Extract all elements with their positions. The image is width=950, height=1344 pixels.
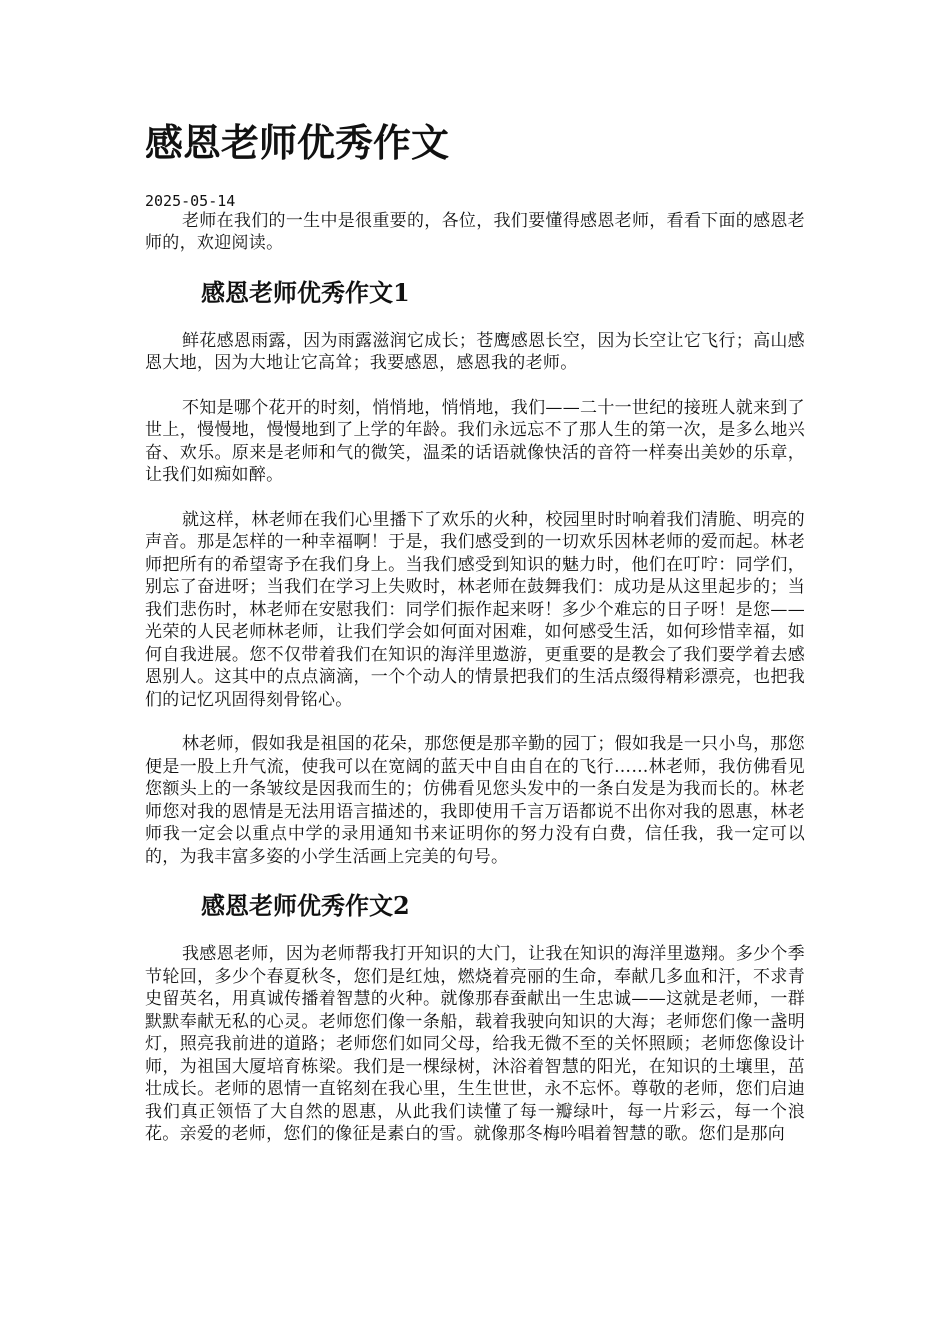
section-1 bbox=[145, 277, 805, 869]
document-page bbox=[145, 110, 805, 1168]
section-heading: 感恩老师优秀作文1 bbox=[201, 277, 410, 307]
publish-date: 2025-05-14 bbox=[145, 191, 236, 210]
section-2 bbox=[145, 890, 805, 1146]
body-paragraph: 不知是哪个花开的时刻，悄悄地，悄悄地，我们——二十一世纪的接班人就来到了世上，慢慢地，慢慢地到了上学的年龄。我们永远忘不了那人生的第一次，是多么地兴奋、欢乐。原来是老师和气的微笑，温柔的话语就像快活的音符一样奏出美妙的乐章，让我们如痴如醉。 bbox=[145, 397, 805, 486]
body-paragraph: 我感恩老师，因为老师帮我打开知识的大门，让我在知识的海洋里遨翔。多少个季节轮回，多少个春夏秋冬，您们是红烛，燃烧着亮丽的生命，奉献几多血和汗，不求青史留英名，用真诚传播着智慧的火种。就像那春蚕献出一生忠诚——这就是老师，一群默默奉献无私的心灵。老师您们像一条船，载着我驶向知识的大海；老师您们像一盏明灯，照亮我前进的道路；老师您们如同父母，给我无微不至的关怀照顾；老师您像设计师，为祖国大厦培育栋梁。我们是一棵绿树，沐浴着智慧的阳光，在知识的土壤里，茁壮成长。老师的恩情一直铭刻在我心里，生生世世，永不忘怀。尊敬的老师，您们启迪我们真正领悟了大自然的恩惠，从此我们读懂了每一瓣绿叶，每一片彩云，每一个浪花。亲爱的老师，您们的像征是素白的雪。就像那冬梅吟唱着智慧的歌。您们是那向 bbox=[145, 944, 805, 1145]
page-title: 感恩老师优秀作文 bbox=[145, 120, 450, 165]
body-paragraph: 就这样，林老师在我们心里播下了欢乐的火种，校园里时时响着我们清脆、明亮的声音。那是怎样的一种幸福啊！于是，我们感受到的一切欢乐因林老师的爱而起。林老师把所有的希望寄予在我们身上。当我们感受到知识的魅力时，他们在叮咛：同学们，别忘了奋进呀；当我们在学习上失败时，林老师在鼓舞我们：成功是从这里起步的；当我们悲伤时，林老师在安慰我们：同学们振作起来呀！多少个难忘的日子呀！是您——光荣的人民老师林老师，让我们学会如何面对困难，如何感受生活，如何珍惜幸福，如何自我进展。您不仅带着我们在知识的海洋里遨游，更重要的是教会了我们要学着去感恩别人。这其中的点点滴滴，一个个动人的情景把我们的生活点缀得精彩漂亮，也把我们的记忆巩固得刻骨铭心。 bbox=[145, 509, 805, 710]
section-heading: 感恩老师优秀作文2 bbox=[201, 891, 410, 921]
body-paragraph: 林老师，假如我是祖国的花朵，那您便是那辛勤的园丁；假如我是一只小鸟，那您便是一股上升气流，使我可以在宽阔的蓝天中自由自在的飞行……林老师，我仿佛看见您额头上的一条皱纹是因我而生的；仿佛看见您头发中的一条白发是为我而长的。林老师您对我的恩情是无法用语言描述的，我即使用千言万语都说不出你对我的恩惠，林老师我一定会以重点中学的录用通知书来证明你的努力没有白费，信任我，我一定可以的，为我丰富多姿的小学生活画上完美的句号。 bbox=[145, 734, 805, 867]
intro-paragraph: 老师在我们的一生中是很重要的，各位，我们要懂得感恩老师，看看下面的感恩老师的，欢迎阅读。 bbox=[145, 210, 805, 254]
body-paragraph: 鲜花感恩雨露，因为雨露滋润它成长；苍鹰感恩长空，因为长空让它飞行；高山感恩大地，因为大地让它高耸；我要感恩，感恩我的老师。 bbox=[145, 330, 805, 374]
